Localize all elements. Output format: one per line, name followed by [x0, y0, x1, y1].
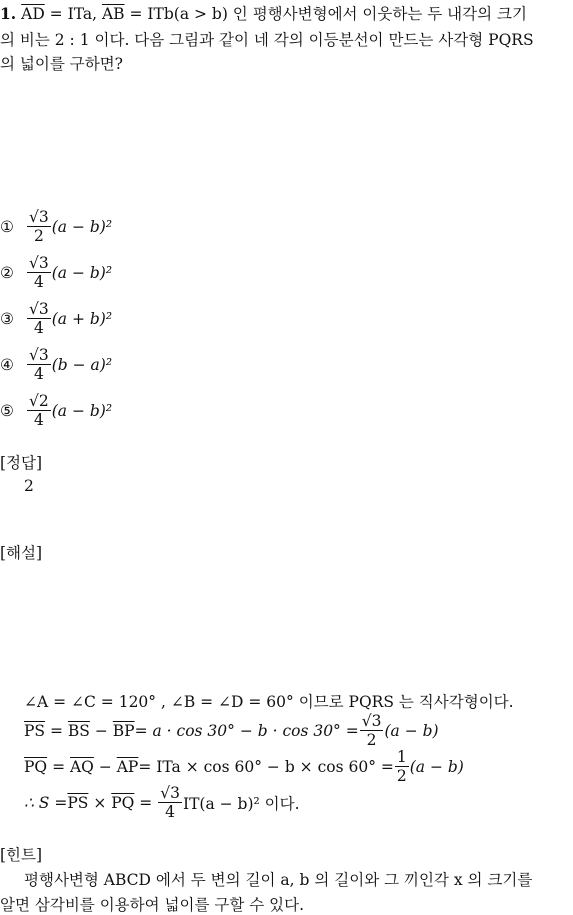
- choice-4[interactable]: [0, 346, 112, 383]
- segment-ps-2: $\overline{PS}$: [67, 793, 89, 812]
- hint-heading: [힌트]: [0, 846, 43, 864]
- question-number: 1.: [0, 4, 17, 23]
- choice-fraction: $\frac{√3}{4}$: [29, 254, 49, 291]
- choice-mark: ②: [0, 263, 14, 282]
- segment-aq: $\overline{AQ}$: [69, 757, 94, 776]
- solution-fraction-1: $\frac{√3}{2}$: [361, 712, 382, 749]
- question-text-b: = ITb(a > b) 인 평행사변형에서 이웃하는 두 내각의 크기: [124, 5, 527, 23]
- choice-mark: ①: [0, 217, 14, 236]
- solution-line-3: $\overline{PQ}$ = $\overline{AQ}$ − $\overline{AP}$ = ITa × cos 60° − b × cos 60° = $\frac{1}{2}$ (a − b): [24, 748, 464, 785]
- question-line-3: 의 넓이를 구하면?: [0, 55, 123, 73]
- answer-value: 2: [24, 477, 34, 495]
- hint-line-2: 알면 삼각비를 이용하여 넓이를 구할 수 있다.: [0, 896, 305, 914]
- solution-heading: [해설]: [0, 544, 43, 562]
- question-line-2: 의 비는 2 : 1 이다. 다음 그림과 같이 네 각의 이등분선이 만드는 사각형 PQRS: [0, 31, 534, 49]
- hint-line-1: 평행사변형 ABCD 에서 두 변의 길이 a, b 의 길이와 그 끼인각 x 의 크기를: [24, 871, 533, 889]
- choice-fraction: $\frac{√3}{2}$: [29, 208, 49, 245]
- choice-expression: (b − a)²: [51, 355, 113, 374]
- choice-expression: (a + b)²: [51, 309, 113, 328]
- segment-bs: $\overline{BS}$: [67, 721, 90, 740]
- segment-ps: $\overline{PS}$: [24, 721, 46, 740]
- solution-fraction-3: $\frac{√3}{4}$: [160, 784, 180, 821]
- segment-ab: $\overline{AB}$: [101, 5, 125, 23]
- segment-ap: $\overline{AP}$: [116, 757, 139, 776]
- segment-pq-2: $\overline{PQ}$: [111, 793, 135, 812]
- solution-line-2: $\overline{PS}$ = $\overline{BS}$ − $\overline{BP}$ = a · cos 30° − b · cos 30° = $\frac{√3}{2}$ (a − b): [24, 712, 439, 749]
- segment-bp: $\overline{BP}$: [112, 721, 135, 740]
- choice-3[interactable]: [0, 300, 112, 337]
- choice-expression: (a − b)²: [51, 263, 113, 282]
- segment-ad: $\overline{AD}$: [21, 5, 45, 23]
- answer-heading: [정답]: [0, 454, 43, 472]
- choice-mark: ⑤: [0, 401, 14, 420]
- choice-expression: (a − b)²: [51, 401, 113, 420]
- choice-2[interactable]: [0, 254, 112, 291]
- choice-expression: (a − b)²: [51, 217, 113, 236]
- question-line-1: [0, 2, 527, 24]
- choice-fraction: $\frac{√3}{4}$: [29, 346, 49, 383]
- choice-1[interactable]: [0, 208, 112, 245]
- solution-line-1: ∠A = ∠C = 120° , ∠B = ∠D = 60° 이므로 PQRS 는 직사각형이다.: [24, 693, 514, 711]
- choice-mark: ③: [0, 309, 14, 328]
- question-text-a: = ITa,: [44, 5, 102, 23]
- segment-pq: $\overline{PQ}$: [24, 757, 48, 776]
- solution-fraction-2: $\frac{1}{2}$: [396, 748, 407, 785]
- choice-fraction: $\frac{√2}{4}$: [29, 392, 49, 429]
- solution-line-4: ∴ S = $\overline{PS}$ × $\overline{PQ}$ = $\frac{√3}{4}$ IT(a − b)² 이다.: [24, 784, 300, 821]
- choice-5[interactable]: [0, 392, 112, 429]
- choice-mark: ④: [0, 355, 14, 374]
- choice-fraction: $\frac{√3}{4}$: [29, 300, 49, 337]
